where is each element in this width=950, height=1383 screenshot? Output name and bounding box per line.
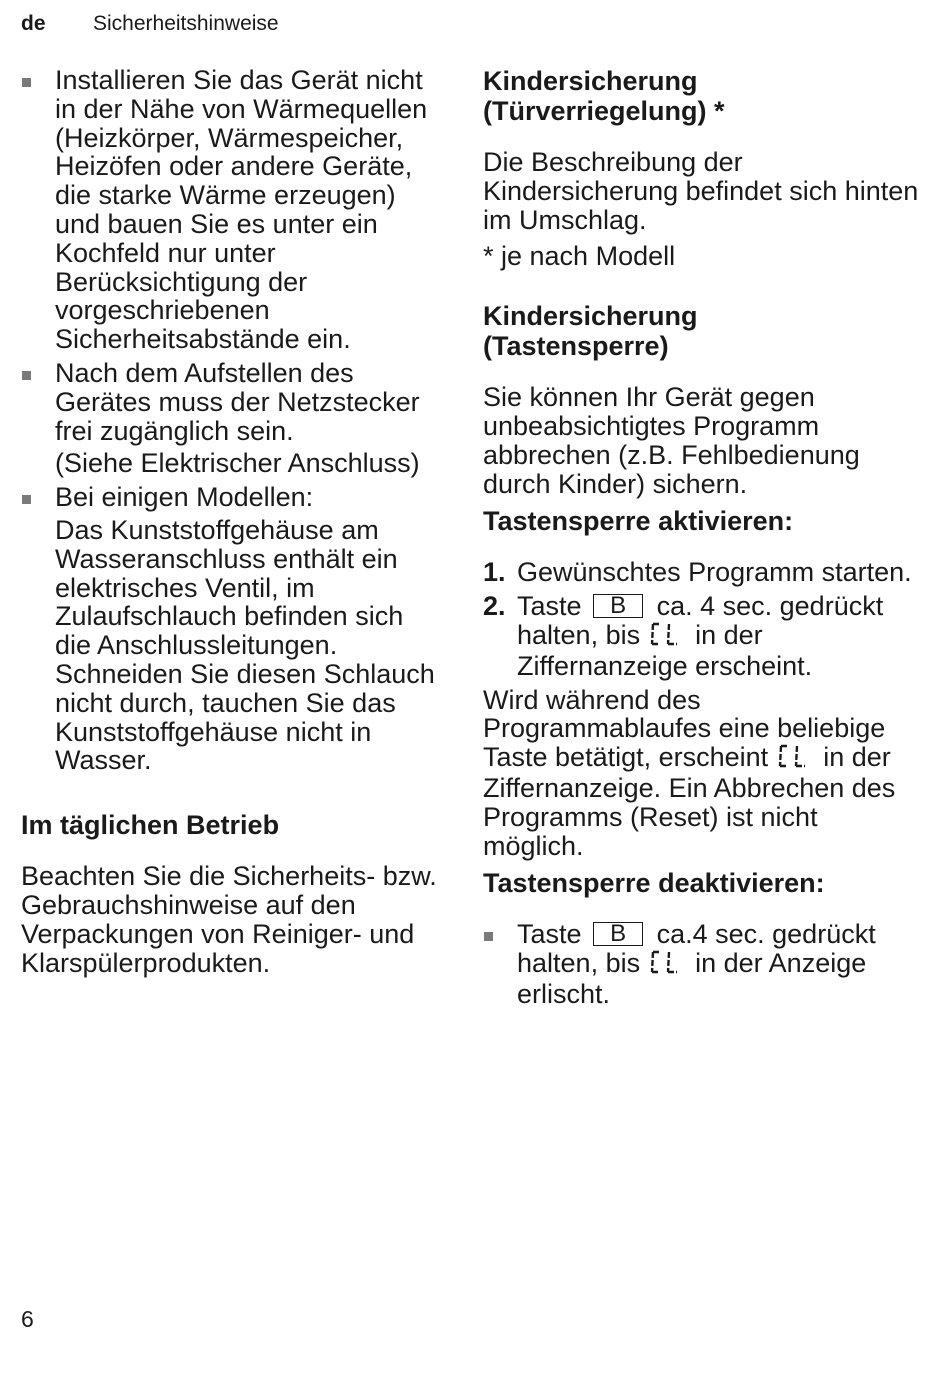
text-part: ca.4 sec. gedrückt halten, bis — [517, 919, 876, 979]
model-footnote: * je nach Modell — [483, 241, 676, 272]
page-number: 6 — [21, 1306, 34, 1332]
heading-line: Kindersicherung — [483, 66, 698, 96]
during-program-text — [483, 686, 923, 861]
section-title: Sicherheitshinweise — [93, 12, 279, 35]
square-bullet-icon — [22, 78, 31, 87]
heading-child-lock-door — [483, 66, 923, 126]
bullet-text: Bei einigen Modellen: — [55, 482, 314, 513]
activation-steps — [483, 558, 923, 680]
square-bullet-icon — [484, 932, 493, 941]
square-bullet-icon — [22, 495, 31, 504]
step-text: in der Ziffernanzeige erscheint. — [517, 619, 813, 681]
step-text: Gewünschtes Programm starten. — [517, 557, 912, 588]
square-bullet-icon — [22, 371, 31, 380]
list-item — [21, 483, 441, 775]
step-text: ca. 4 sec. gedrückt halten, bis — [517, 591, 884, 650]
bullet-note: (Siehe Elektrischer Anschluss) — [55, 448, 420, 479]
text-part: Wird während des Programmablaufes eine beliebige Taste betätigt, erscheint — [483, 684, 886, 773]
key-b-icon: B — [593, 922, 643, 946]
seven-segment-cl-icon — [650, 950, 680, 980]
language-code: de — [21, 12, 46, 35]
bullet-text — [517, 920, 923, 1008]
step-number: 1. — [483, 557, 506, 588]
heading-child-lock-keys — [483, 301, 923, 361]
daily-operation-text: Beachten Sie die Sicherheits- bzw. Gebrauchshinweise auf den Verpackungen von Reiniger- und Klarspülerprodukten. — [21, 861, 437, 978]
heading-activate-lock: Tastensperre aktivieren: — [483, 506, 794, 537]
bullet-detail: Das Kunststoffgehäuse am Wasseranschluss enthält ein elektrisches Ventil, im Zulaufschlauch befinden sich die Anschlussleitungen. Schneiden Sie diesen Schlauch nicht durch, tauchen Sie das Kunststoffgehäuse nicht in Wasser. — [55, 514, 435, 776]
heading-deactivate-lock: Tastensperre deaktivieren: — [483, 868, 825, 899]
heading-line: (Tastensperre) — [483, 331, 669, 362]
heading-line: Kindersicherung — [483, 301, 698, 332]
text-part: Taste — [517, 919, 582, 950]
page-header — [21, 12, 279, 40]
step-number: 2. — [483, 591, 506, 622]
heading-line: (Türverriegelung) * — [483, 96, 725, 126]
text-part: in der Ziffernanzeige. Ein Abbrechen des Programms (Reset) ist nicht möglich. — [483, 742, 896, 861]
seven-segment-cl-icon — [650, 622, 680, 652]
right-column — [483, 66, 923, 1014]
list-item — [21, 359, 441, 478]
heading-daily-operation: Im täglichen Betrieb — [21, 810, 280, 841]
step-item — [483, 558, 923, 587]
step-item — [483, 592, 923, 680]
seven-segment-cl-icon — [778, 744, 808, 774]
bullet-text: Nach dem Aufstellen des Gerätes muss der Netzstecker frei zugänglich sein. — [55, 357, 420, 446]
child-lock-door-text: Die Beschreibung der Kindersicherung befindet sich hinten im Umschlag. — [483, 147, 919, 235]
list-item — [483, 920, 923, 1008]
list-item — [21, 66, 441, 354]
text-part: in der Anzeige erlischt. — [517, 948, 867, 1009]
step-text: Taste — [517, 591, 582, 622]
key-b-icon: B — [593, 594, 643, 618]
left-column — [21, 66, 441, 977]
child-lock-keys-text: Sie können Ihr Gerät gegen unbeabsichtigtes Programm abbrechen (z.B. Fehlbedienung durch Kinder) sichern. — [483, 382, 860, 499]
bullet-text: Installieren Sie das Gerät nicht in der Nähe von Wärmequellen (Heizkörper, Wärmespeicher, Heizöfen oder andere Geräte, die starke Wärme erzeugen) und bauen Sie es unter ein Kochfeld nur unter Berücksichtigung der vorgeschriebenen Sicherheitsabstände ein. — [55, 65, 428, 355]
